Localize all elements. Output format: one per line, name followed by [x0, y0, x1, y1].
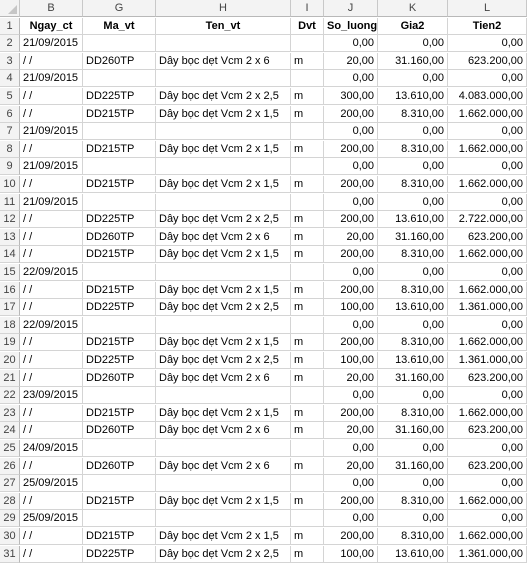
- cell-so-luong[interactable]: 0,00: [324, 70, 378, 87]
- cell-ngay-ct[interactable]: / /: [20, 176, 83, 193]
- cell-tien2[interactable]: 0,00: [448, 70, 527, 87]
- table-row: [0, 370, 527, 387]
- cell-ma-vt[interactable]: [83, 123, 156, 140]
- cell-dvt[interactable]: m: [291, 352, 324, 369]
- cell-tien2[interactable]: 1.662.000,00: [448, 334, 527, 351]
- cell-so-luong[interactable]: 200,00: [324, 334, 378, 351]
- cell-ten-vt[interactable]: [156, 475, 291, 492]
- cell-ngay-ct[interactable]: / /: [20, 334, 83, 351]
- cell-so-luong[interactable]: 20,00: [324, 53, 378, 70]
- cell-gia2[interactable]: 31.160,00: [378, 422, 448, 439]
- row-number[interactable]: 8: [0, 141, 20, 158]
- cell-dvt[interactable]: m: [291, 405, 324, 422]
- cell-tien2[interactable]: 1.662.000,00: [448, 405, 527, 422]
- cell-gia2[interactable]: 31.160,00: [378, 229, 448, 246]
- row-number[interactable]: 11: [0, 194, 20, 211]
- cell-tien2[interactable]: 0,00: [448, 123, 527, 140]
- cell-ten-vt[interactable]: Dây bọc dẹt Vcm 2 x 6: [156, 370, 291, 387]
- row-number[interactable]: 19: [0, 334, 20, 351]
- cell-ma-vt[interactable]: DD260TP: [83, 458, 156, 475]
- cell-ma-vt[interactable]: [83, 264, 156, 281]
- column-header-j[interactable]: J: [324, 0, 378, 17]
- cell-dvt[interactable]: m: [291, 370, 324, 387]
- cell-tien2[interactable]: 1.662.000,00: [448, 528, 527, 545]
- cell-tien2[interactable]: 4.083.000,00: [448, 88, 527, 105]
- column-header-b[interactable]: B: [20, 0, 83, 17]
- cell-dvt[interactable]: m: [291, 211, 324, 228]
- cell-tien2[interactable]: 623.200,00: [448, 458, 527, 475]
- cell-so-luong[interactable]: 0,00: [324, 194, 378, 211]
- field-header-so-luong[interactable]: So_luong: [324, 18, 378, 35]
- table-row: [0, 405, 527, 422]
- cell-ma-vt[interactable]: DD225TP: [83, 211, 156, 228]
- column-header-row: [0, 0, 527, 17]
- cell-ngay-ct[interactable]: / /: [20, 546, 83, 563]
- cell-tien2[interactable]: 2.722.000,00: [448, 211, 527, 228]
- cell-ngay-ct[interactable]: / /: [20, 246, 83, 263]
- cell-tien2[interactable]: 0,00: [448, 35, 527, 52]
- table-row: [0, 123, 527, 140]
- cell-ma-vt[interactable]: DD215TP: [83, 246, 156, 263]
- cell-ma-vt[interactable]: DD215TP: [83, 334, 156, 351]
- cell-ten-vt[interactable]: Dây bọc dẹt Vcm 2 x 6: [156, 53, 291, 70]
- field-header-gia2[interactable]: Gia2: [378, 18, 448, 35]
- row-number[interactable]: 26: [0, 458, 20, 475]
- cell-tien2[interactable]: 623.200,00: [448, 53, 527, 70]
- cell-ten-vt[interactable]: [156, 440, 291, 457]
- field-header-ten-vt[interactable]: Ten_vt: [156, 18, 291, 35]
- cell-gia2[interactable]: 8.310,00: [378, 334, 448, 351]
- cell-gia2[interactable]: 0,00: [378, 123, 448, 140]
- table-row: [0, 53, 527, 70]
- cell-ten-vt[interactable]: Dây bọc dẹt Vcm 2 x 1,5: [156, 528, 291, 545]
- cell-gia2[interactable]: 0,00: [378, 440, 448, 457]
- cell-dvt[interactable]: m: [291, 458, 324, 475]
- cell-tien2[interactable]: 1.662.000,00: [448, 246, 527, 263]
- cell-gia2[interactable]: 0,00: [378, 194, 448, 211]
- table-row: [0, 176, 527, 193]
- table-row: [0, 70, 527, 87]
- cell-dvt[interactable]: [291, 475, 324, 492]
- cell-dvt[interactable]: m: [291, 106, 324, 123]
- cell-ma-vt[interactable]: DD215TP: [83, 176, 156, 193]
- cell-gia2[interactable]: 0,00: [378, 317, 448, 334]
- cell-ngay-ct[interactable]: / /: [20, 106, 83, 123]
- cell-ten-vt[interactable]: [156, 510, 291, 527]
- cell-gia2[interactable]: 13.610,00: [378, 211, 448, 228]
- table-row: [0, 282, 527, 299]
- cell-ten-vt[interactable]: [156, 264, 291, 281]
- table-row: [0, 440, 527, 457]
- cell-so-luong[interactable]: 20,00: [324, 370, 378, 387]
- cell-ten-vt[interactable]: Dây bọc dẹt Vcm 2 x 1,5: [156, 141, 291, 158]
- cell-ngay-ct[interactable]: 24/09/2015: [20, 440, 83, 457]
- cell-tien2[interactable]: 623.200,00: [448, 422, 527, 439]
- cell-dvt[interactable]: m: [291, 246, 324, 263]
- cell-dvt[interactable]: [291, 35, 324, 52]
- cell-tien2[interactable]: 0,00: [448, 510, 527, 527]
- cell-tien2[interactable]: 1.662.000,00: [448, 141, 527, 158]
- cell-so-luong[interactable]: 100,00: [324, 299, 378, 316]
- cell-ma-vt[interactable]: [83, 510, 156, 527]
- table-row: [0, 141, 527, 158]
- cell-tien2[interactable]: 0,00: [448, 475, 527, 492]
- cell-ma-vt[interactable]: [83, 440, 156, 457]
- cell-dvt[interactable]: [291, 510, 324, 527]
- cell-ngay-ct[interactable]: 22/09/2015: [20, 264, 83, 281]
- table-row: [0, 299, 527, 316]
- row-number[interactable]: 3: [0, 53, 20, 70]
- row-number[interactable]: 2: [0, 35, 20, 52]
- field-header-tien2[interactable]: Tien2: [448, 18, 527, 35]
- row-number[interactable]: 4: [0, 70, 20, 87]
- cell-ma-vt[interactable]: DD225TP: [83, 299, 156, 316]
- cell-so-luong[interactable]: 200,00: [324, 246, 378, 263]
- cell-tien2[interactable]: 1.361.000,00: [448, 352, 527, 369]
- cell-tien2[interactable]: 0,00: [448, 264, 527, 281]
- field-header-ngay-ct[interactable]: Ngay_ct: [20, 18, 83, 35]
- cell-ma-vt[interactable]: DD215TP: [83, 282, 156, 299]
- cell-ten-vt[interactable]: Dây bọc dẹt Vcm 2 x 1,5: [156, 176, 291, 193]
- table-row: [0, 317, 527, 334]
- row-number[interactable]: 17: [0, 299, 20, 316]
- row-number[interactable]: 30: [0, 528, 20, 545]
- cell-gia2[interactable]: 8.310,00: [378, 176, 448, 193]
- cell-ma-vt[interactable]: DD215TP: [83, 141, 156, 158]
- cell-tien2[interactable]: 1.361.000,00: [448, 546, 527, 563]
- cell-so-luong[interactable]: 200,00: [324, 405, 378, 422]
- row-number[interactable]: 15: [0, 264, 20, 281]
- cell-ngay-ct[interactable]: / /: [20, 493, 83, 510]
- cell-dvt[interactable]: m: [291, 176, 324, 193]
- table-row: [0, 387, 527, 404]
- field-header-dvt[interactable]: Dvt: [291, 18, 324, 35]
- cell-ngay-ct[interactable]: 21/09/2015: [20, 158, 83, 175]
- cell-ma-vt[interactable]: DD215TP: [83, 405, 156, 422]
- cell-so-luong[interactable]: 200,00: [324, 141, 378, 158]
- cell-ngay-ct[interactable]: / /: [20, 352, 83, 369]
- row-number[interactable]: 9: [0, 158, 20, 175]
- cell-ma-vt[interactable]: DD260TP: [83, 53, 156, 70]
- cell-dvt[interactable]: m: [291, 282, 324, 299]
- row-number[interactable]: 21: [0, 370, 20, 387]
- cell-so-luong[interactable]: 200,00: [324, 282, 378, 299]
- cell-ten-vt[interactable]: Dây bọc dẹt Vcm 2 x 2,5: [156, 299, 291, 316]
- cell-gia2[interactable]: 13.610,00: [378, 299, 448, 316]
- table-row: [0, 510, 527, 527]
- cell-gia2[interactable]: 8.310,00: [378, 282, 448, 299]
- row-number[interactable]: 16: [0, 282, 20, 299]
- cell-dvt[interactable]: m: [291, 334, 324, 351]
- cell-ten-vt[interactable]: Dây bọc dẹt Vcm 2 x 1,5: [156, 405, 291, 422]
- cell-tien2[interactable]: 1.662.000,00: [448, 493, 527, 510]
- cell-ma-vt[interactable]: DD260TP: [83, 229, 156, 246]
- cell-so-luong[interactable]: 100,00: [324, 546, 378, 563]
- table-row: [0, 229, 527, 246]
- cell-ten-vt[interactable]: [156, 387, 291, 404]
- cell-ngay-ct[interactable]: / /: [20, 528, 83, 545]
- cell-dvt[interactable]: m: [291, 493, 324, 510]
- cell-ten-vt[interactable]: Dây bọc dẹt Vcm 2 x 6: [156, 458, 291, 475]
- cell-dvt[interactable]: m: [291, 53, 324, 70]
- cell-ma-vt[interactable]: [83, 70, 156, 87]
- row-number[interactable]: 24: [0, 422, 20, 439]
- cell-gia2[interactable]: 8.310,00: [378, 405, 448, 422]
- cell-ngay-ct[interactable]: / /: [20, 370, 83, 387]
- cell-ngay-ct[interactable]: 22/09/2015: [20, 317, 83, 334]
- cell-ngay-ct[interactable]: / /: [20, 458, 83, 475]
- cell-ngay-ct[interactable]: / /: [20, 88, 83, 105]
- cell-so-luong[interactable]: 20,00: [324, 422, 378, 439]
- cell-ten-vt[interactable]: Dây bọc dẹt Vcm 2 x 1,5: [156, 246, 291, 263]
- select-all-corner[interactable]: [0, 0, 20, 17]
- cell-so-luong[interactable]: 20,00: [324, 458, 378, 475]
- cell-ma-vt[interactable]: [83, 194, 156, 211]
- cell-gia2[interactable]: 31.160,00: [378, 53, 448, 70]
- cell-ma-vt[interactable]: DD225TP: [83, 88, 156, 105]
- cell-ma-vt[interactable]: DD260TP: [83, 370, 156, 387]
- cell-ma-vt[interactable]: [83, 35, 156, 52]
- cell-ten-vt[interactable]: [156, 123, 291, 140]
- row-number[interactable]: 12: [0, 211, 20, 228]
- cell-gia2[interactable]: 13.610,00: [378, 546, 448, 563]
- cell-so-luong[interactable]: 200,00: [324, 106, 378, 123]
- select-all-triangle-icon: [8, 5, 17, 14]
- cell-gia2[interactable]: 13.610,00: [378, 352, 448, 369]
- row-number[interactable]: 22: [0, 387, 20, 404]
- cell-gia2[interactable]: 0,00: [378, 35, 448, 52]
- cell-ten-vt[interactable]: [156, 70, 291, 87]
- cell-dvt[interactable]: [291, 158, 324, 175]
- cell-tien2[interactable]: 0,00: [448, 158, 527, 175]
- table-row: [0, 211, 527, 228]
- cell-ma-vt[interactable]: DD215TP: [83, 106, 156, 123]
- cell-so-luong[interactable]: 0,00: [324, 440, 378, 457]
- table-row: [0, 158, 527, 175]
- table-row: [0, 422, 527, 439]
- cell-ngay-ct[interactable]: 21/09/2015: [20, 194, 83, 211]
- cell-ma-vt[interactable]: DD215TP: [83, 493, 156, 510]
- cell-ma-vt[interactable]: [83, 317, 156, 334]
- cell-dvt[interactable]: [291, 440, 324, 457]
- row-number[interactable]: 27: [0, 475, 20, 492]
- row-number[interactable]: 7: [0, 123, 20, 140]
- cell-gia2[interactable]: 0,00: [378, 387, 448, 404]
- cell-gia2[interactable]: 31.160,00: [378, 458, 448, 475]
- row-number[interactable]: 31: [0, 546, 20, 563]
- cell-so-luong[interactable]: 20,00: [324, 229, 378, 246]
- cell-ma-vt[interactable]: DD225TP: [83, 546, 156, 563]
- table-row: [0, 475, 527, 492]
- cell-ngay-ct[interactable]: 23/09/2015: [20, 387, 83, 404]
- row-number[interactable]: 10: [0, 176, 20, 193]
- table-row: [0, 194, 527, 211]
- cell-ma-vt[interactable]: [83, 475, 156, 492]
- cell-gia2[interactable]: 0,00: [378, 264, 448, 281]
- table-row: [0, 493, 527, 510]
- row-number[interactable]: 13: [0, 229, 20, 246]
- cell-ten-vt[interactable]: [156, 317, 291, 334]
- cell-so-luong[interactable]: 200,00: [324, 528, 378, 545]
- cell-ten-vt[interactable]: [156, 194, 291, 211]
- row-number[interactable]: 1: [0, 18, 20, 35]
- cell-gia2[interactable]: 8.310,00: [378, 493, 448, 510]
- cell-ten-vt[interactable]: Dây bọc dẹt Vcm 2 x 2,5: [156, 352, 291, 369]
- row-number[interactable]: 29: [0, 510, 20, 527]
- column-header-k[interactable]: K: [378, 0, 448, 17]
- cell-ten-vt[interactable]: Dây bọc dẹt Vcm 2 x 6: [156, 422, 291, 439]
- cell-dvt[interactable]: [291, 123, 324, 140]
- cell-gia2[interactable]: 13.610,00: [378, 88, 448, 105]
- cell-so-luong[interactable]: 0,00: [324, 475, 378, 492]
- cell-tien2[interactable]: 1.662.000,00: [448, 282, 527, 299]
- row-number[interactable]: 14: [0, 246, 20, 263]
- table-row: [0, 106, 527, 123]
- cell-gia2[interactable]: 0,00: [378, 70, 448, 87]
- cell-tien2[interactable]: 1.361.000,00: [448, 299, 527, 316]
- cell-ngay-ct[interactable]: 21/09/2015: [20, 70, 83, 87]
- cell-gia2[interactable]: 0,00: [378, 510, 448, 527]
- cell-dvt[interactable]: m: [291, 546, 324, 563]
- cell-tien2[interactable]: 1.662.000,00: [448, 176, 527, 193]
- cell-so-luong[interactable]: 0,00: [324, 123, 378, 140]
- cell-dvt[interactable]: m: [291, 141, 324, 158]
- table-row: [0, 264, 527, 281]
- cell-dvt[interactable]: [291, 264, 324, 281]
- cell-ten-vt[interactable]: Dây bọc dẹt Vcm 2 x 1,5: [156, 106, 291, 123]
- cell-tien2[interactable]: 0,00: [448, 317, 527, 334]
- cell-ngay-ct[interactable]: 25/09/2015: [20, 510, 83, 527]
- cell-ten-vt[interactable]: [156, 35, 291, 52]
- cell-ngay-ct[interactable]: / /: [20, 405, 83, 422]
- cell-dvt[interactable]: m: [291, 88, 324, 105]
- row-number[interactable]: 28: [0, 493, 20, 510]
- cell-ten-vt[interactable]: [156, 158, 291, 175]
- column-header-l[interactable]: L: [448, 0, 527, 17]
- cell-ngay-ct[interactable]: / /: [20, 141, 83, 158]
- cell-ten-vt[interactable]: Dây bọc dẹt Vcm 2 x 2,5: [156, 211, 291, 228]
- cell-dvt[interactable]: m: [291, 229, 324, 246]
- table-row: [0, 352, 527, 369]
- cell-dvt[interactable]: m: [291, 299, 324, 316]
- cell-so-luong[interactable]: 300,00: [324, 88, 378, 105]
- column-header-g[interactable]: G: [83, 0, 156, 17]
- cell-ten-vt[interactable]: Dây bọc dẹt Vcm 2 x 1,5: [156, 493, 291, 510]
- cell-tien2[interactable]: 623.200,00: [448, 370, 527, 387]
- table-row: [0, 35, 527, 52]
- cell-dvt[interactable]: [291, 317, 324, 334]
- cell-gia2[interactable]: 0,00: [378, 475, 448, 492]
- cell-tien2[interactable]: 0,00: [448, 440, 527, 457]
- cell-ngay-ct[interactable]: / /: [20, 299, 83, 316]
- cell-tien2[interactable]: 0,00: [448, 194, 527, 211]
- cell-ma-vt[interactable]: [83, 387, 156, 404]
- table-row: [0, 458, 527, 475]
- column-header-h[interactable]: H: [156, 0, 291, 17]
- cell-so-luong[interactable]: 200,00: [324, 176, 378, 193]
- cell-dvt[interactable]: m: [291, 422, 324, 439]
- table-row: [0, 246, 527, 263]
- cell-so-luong[interactable]: 200,00: [324, 211, 378, 228]
- cell-gia2[interactable]: 0,00: [378, 158, 448, 175]
- cell-ma-vt[interactable]: DD260TP: [83, 422, 156, 439]
- cell-so-luong[interactable]: 0,00: [324, 510, 378, 527]
- cell-ngay-ct[interactable]: / /: [20, 211, 83, 228]
- cell-so-luong[interactable]: 0,00: [324, 158, 378, 175]
- cell-gia2[interactable]: 8.310,00: [378, 528, 448, 545]
- cell-ma-vt[interactable]: DD225TP: [83, 352, 156, 369]
- cell-gia2[interactable]: 8.310,00: [378, 106, 448, 123]
- cell-ngay-ct[interactable]: 21/09/2015: [20, 123, 83, 140]
- cell-so-luong[interactable]: 0,00: [324, 35, 378, 52]
- cell-so-luong[interactable]: 0,00: [324, 387, 378, 404]
- cell-so-luong[interactable]: 200,00: [324, 493, 378, 510]
- cell-gia2[interactable]: 31.160,00: [378, 370, 448, 387]
- cell-ngay-ct[interactable]: / /: [20, 282, 83, 299]
- table-row: [0, 528, 527, 545]
- cell-dvt[interactable]: m: [291, 528, 324, 545]
- cell-tien2[interactable]: 623.200,00: [448, 229, 527, 246]
- cell-ten-vt[interactable]: Dây bọc dẹt Vcm 2 x 2,5: [156, 546, 291, 563]
- row-number[interactable]: 5: [0, 88, 20, 105]
- cell-so-luong[interactable]: 0,00: [324, 317, 378, 334]
- cell-gia2[interactable]: 8.310,00: [378, 246, 448, 263]
- row-number[interactable]: 6: [0, 106, 20, 123]
- cell-ten-vt[interactable]: Dây bọc dẹt Vcm 2 x 1,5: [156, 334, 291, 351]
- cell-ma-vt[interactable]: [83, 158, 156, 175]
- cell-ngay-ct[interactable]: / /: [20, 229, 83, 246]
- table-row: [0, 18, 527, 35]
- cell-so-luong[interactable]: 100,00: [324, 352, 378, 369]
- cell-ma-vt[interactable]: DD215TP: [83, 528, 156, 545]
- row-number[interactable]: 18: [0, 317, 20, 334]
- table-row: [0, 334, 527, 351]
- cell-tien2[interactable]: 0,00: [448, 387, 527, 404]
- cell-ngay-ct[interactable]: / /: [20, 53, 83, 70]
- table-row: [0, 88, 527, 105]
- cell-ngay-ct[interactable]: / /: [20, 422, 83, 439]
- cell-gia2[interactable]: 8.310,00: [378, 141, 448, 158]
- cell-ten-vt[interactable]: Dây bọc dẹt Vcm 2 x 1,5: [156, 282, 291, 299]
- row-number[interactable]: 20: [0, 352, 20, 369]
- row-number[interactable]: 23: [0, 405, 20, 422]
- cell-so-luong[interactable]: 0,00: [324, 264, 378, 281]
- cell-ten-vt[interactable]: Dây bọc dẹt Vcm 2 x 6: [156, 229, 291, 246]
- cell-ngay-ct[interactable]: 25/09/2015: [20, 475, 83, 492]
- cell-ten-vt[interactable]: Dây bọc dẹt Vcm 2 x 2,5: [156, 88, 291, 105]
- cell-dvt[interactable]: [291, 70, 324, 87]
- field-header-ma-vt[interactable]: Ma_vt: [83, 18, 156, 35]
- cell-ngay-ct[interactable]: 21/09/2015: [20, 35, 83, 52]
- cell-dvt[interactable]: [291, 387, 324, 404]
- column-header-i[interactable]: I: [291, 0, 324, 17]
- table-row: [0, 546, 527, 563]
- cell-dvt[interactable]: [291, 194, 324, 211]
- cell-tien2[interactable]: 1.662.000,00: [448, 106, 527, 123]
- row-number[interactable]: 25: [0, 440, 20, 457]
